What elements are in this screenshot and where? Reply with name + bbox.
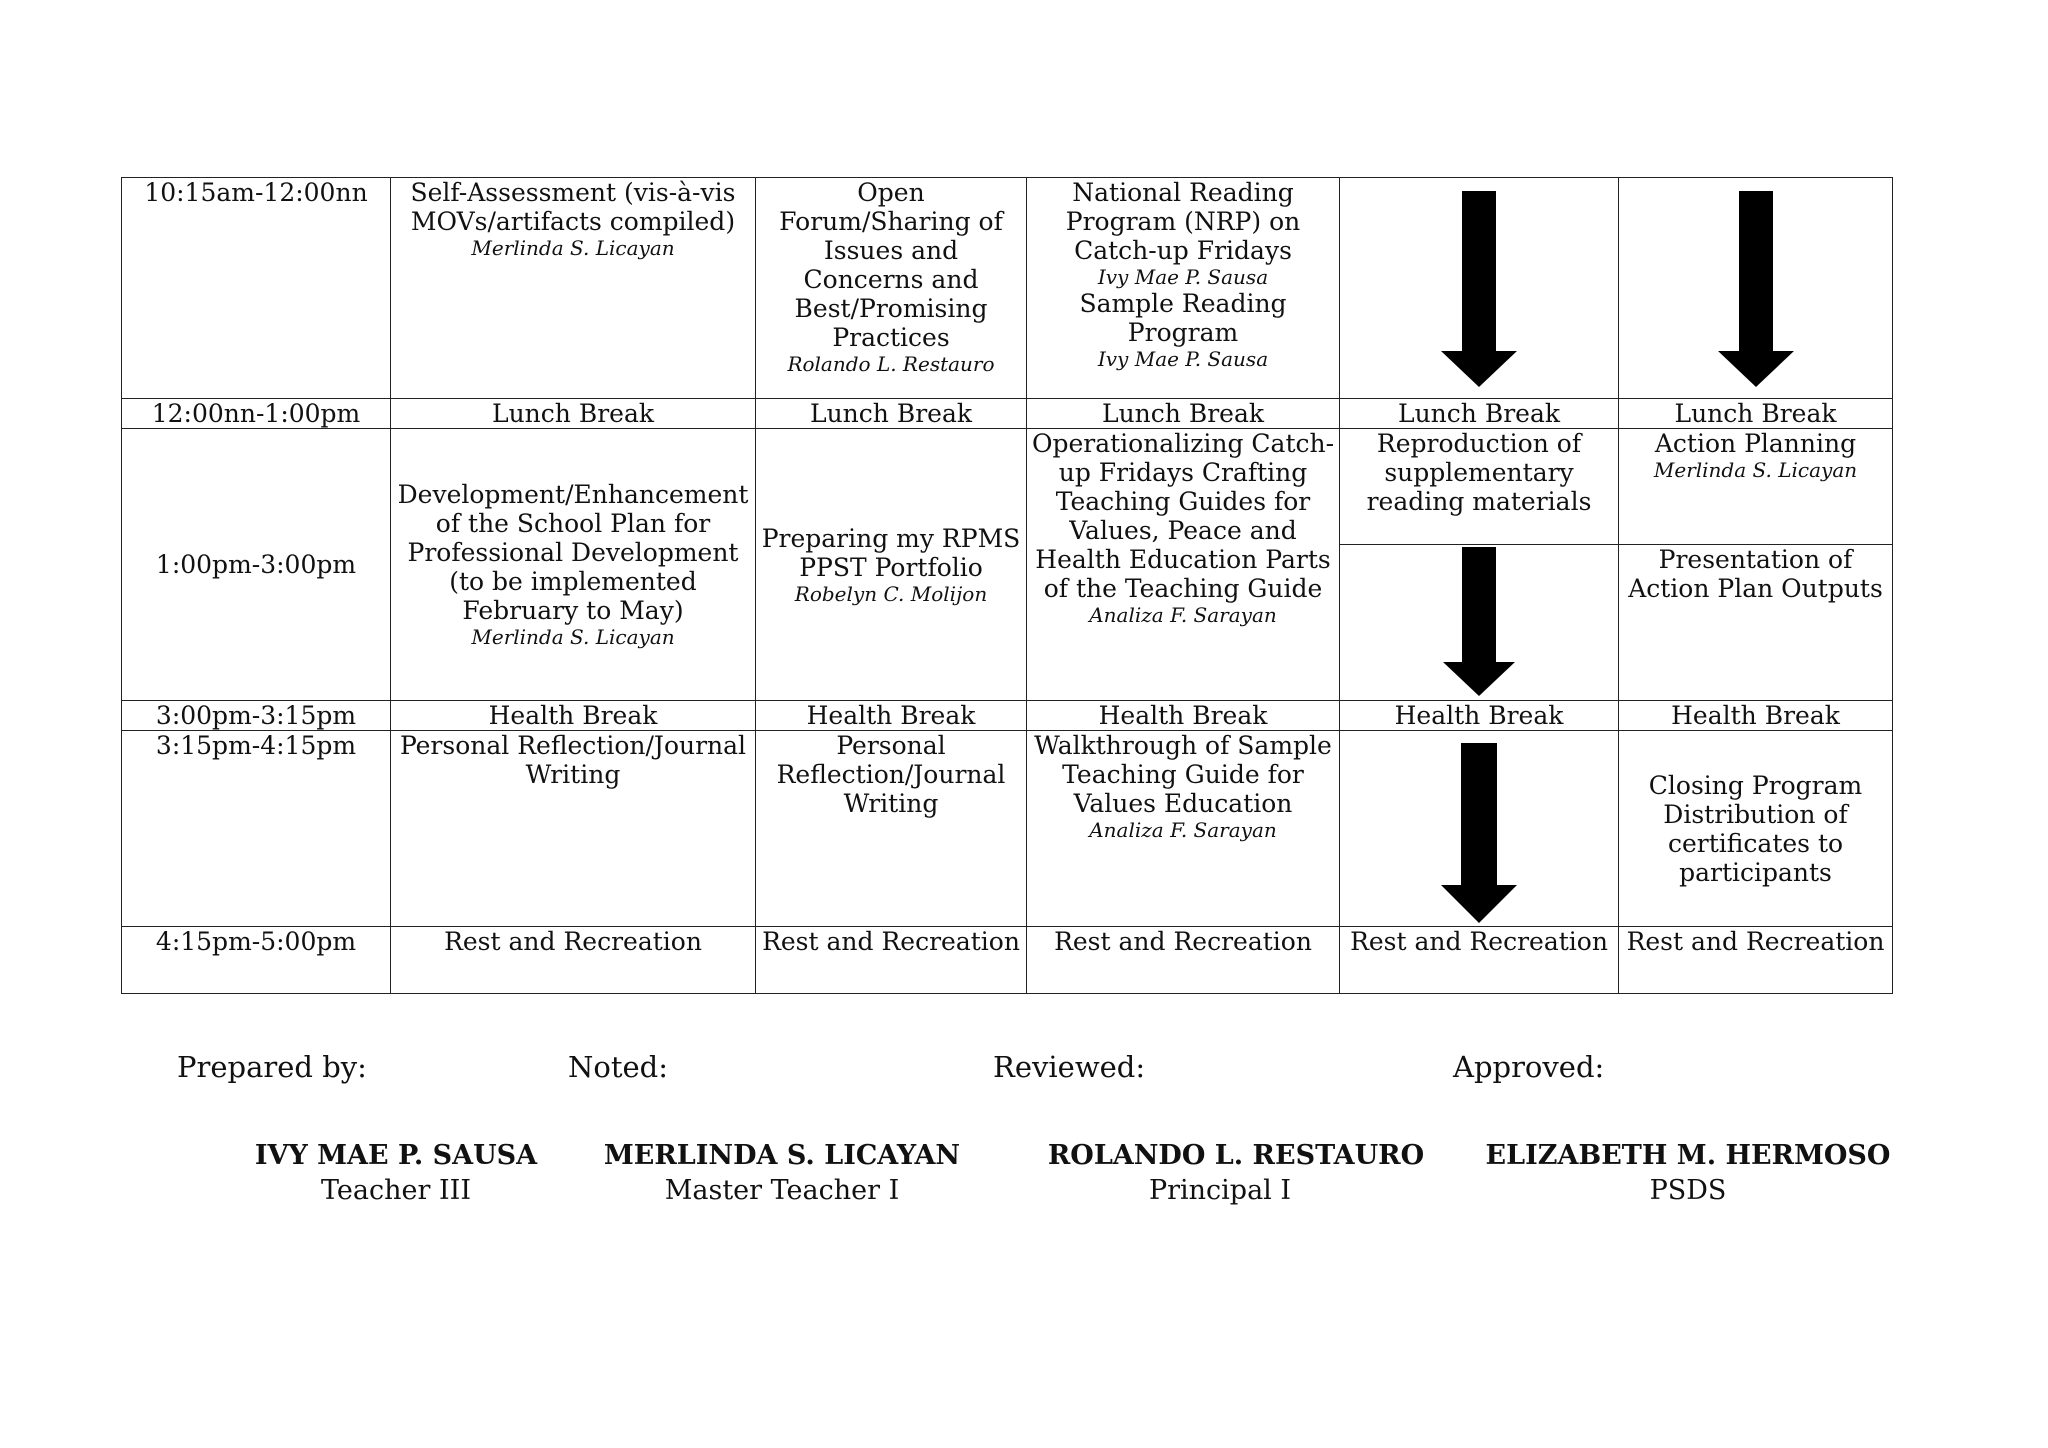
activity-cell: Reproduction of supplementary reading materials <box>1340 429 1619 545</box>
activity-title: Open Forum/Sharing of Issues and Concerns and Best/Promising Practices <box>779 178 1003 352</box>
continuation-cell <box>1619 178 1893 399</box>
table-row <box>122 927 1893 994</box>
activity-title: National Reading Program (NRP) on Catch-up Fridays <box>1065 178 1301 265</box>
activity-cell <box>1027 429 1340 701</box>
activity-title: Preparing my RPMS PPST Portfolio <box>761 523 1021 582</box>
table-row <box>122 429 1893 545</box>
speaker-name: Merlinda S. Licayan <box>1653 458 1858 482</box>
speaker-name: Merlinda S. Licayan <box>471 236 675 260</box>
table-row <box>122 399 1893 429</box>
activity-cell: Personal Reflection/Journal Writing <box>391 731 756 927</box>
break-cell: Rest and Recreation <box>1340 927 1619 994</box>
activity-cell <box>1027 178 1340 399</box>
break-cell: Lunch Break <box>1619 399 1893 429</box>
activity-title: Action Planning <box>1654 429 1857 458</box>
time-cell: 3:15pm-4:15pm <box>122 731 391 927</box>
break-cell: Lunch Break <box>1340 399 1619 429</box>
activity-cell <box>391 178 756 399</box>
activity-cell: Presentation of Action Plan Outputs <box>1619 545 1893 701</box>
activity-cell: Closing Program Distribution of certificates to participants <box>1619 731 1893 927</box>
reviewed-label: Reviewed: <box>993 1050 1146 1084</box>
reviewer-name: ROLANDO L. RESTAURO <box>1047 1140 1425 1171</box>
activity-cell <box>756 178 1027 399</box>
approver-name: ELIZABETH M. HERMOSO <box>1485 1140 1891 1171</box>
time-cell: 12:00nn-1:00pm <box>122 399 391 429</box>
down-arrow-icon <box>1718 191 1794 387</box>
activity-title: Development/Enhancement of the School Plan for Professional Development (to be implemented February to May) <box>397 480 749 625</box>
activity-title: Walkthrough of Sample Teaching Guide for Values Education <box>1034 731 1332 818</box>
continuation-cell <box>1340 731 1619 927</box>
preparer-name: IVY MAE P. SAUSA <box>254 1140 538 1171</box>
time-cell: 10:15am-12:00nn <box>122 178 391 399</box>
break-cell: Rest and Recreation <box>756 927 1027 994</box>
speaker-name: Analiza F. Sarayan <box>1089 818 1277 842</box>
table-row <box>122 701 1893 731</box>
break-cell: Health Break <box>756 701 1027 731</box>
prepared-label: Prepared by: <box>177 1050 367 1084</box>
down-arrow-icon <box>1441 191 1517 387</box>
break-cell: Health Break <box>1340 701 1619 731</box>
speaker-name: Ivy Mae P. Sausa <box>1097 265 1269 289</box>
break-cell: Lunch Break <box>756 399 1027 429</box>
break-cell: Health Break <box>391 701 756 731</box>
activity-cell <box>756 429 1027 701</box>
table-row <box>122 731 1893 927</box>
activity-title: Operationalizing Catch-up Fridays Crafting Teaching Guides for Values, Peace and Health Education Parts of the Teaching Guide <box>1031 429 1335 603</box>
schedule-table <box>121 177 1893 994</box>
down-arrow-icon <box>1443 547 1515 696</box>
speaker-name: Ivy Mae P. Sausa <box>1097 347 1269 371</box>
table-row <box>122 178 1893 399</box>
break-cell: Lunch Break <box>391 399 756 429</box>
noter-name: MERLINDA S. LICAYAN <box>603 1140 961 1171</box>
activity-cell <box>391 429 756 701</box>
break-cell: Rest and Recreation <box>1619 927 1893 994</box>
preparer-position: Teacher III <box>321 1175 471 1206</box>
activity-title: Sample Reading Program <box>1079 289 1287 347</box>
activity-cell <box>1027 731 1340 927</box>
down-arrow-icon <box>1441 743 1517 923</box>
activity-title: Self-Assessment (vis-à-vis MOVs/artifacts compiled) <box>410 178 736 236</box>
break-cell: Health Break <box>1619 701 1893 731</box>
activity-cell <box>1619 429 1893 545</box>
speaker-name: Analiza F. Sarayan <box>1089 603 1277 627</box>
reviewer-position: Principal I <box>1148 1175 1292 1206</box>
approver-position: PSDS <box>1649 1175 1727 1206</box>
speaker-name: Rolando L. Restauro <box>787 352 995 376</box>
break-cell: Rest and Recreation <box>391 927 756 994</box>
continuation-cell <box>1340 178 1619 399</box>
continuation-cell <box>1340 545 1619 701</box>
noter-position: Master Teacher I <box>664 1175 900 1206</box>
speaker-name: Merlinda S. Licayan <box>471 625 675 649</box>
activity-cell: Personal Reflection/Journal Writing <box>756 731 1027 927</box>
break-cell: Lunch Break <box>1027 399 1340 429</box>
speaker-name: Robelyn C. Molijon <box>794 581 988 606</box>
noted-label: Noted: <box>568 1050 668 1084</box>
approved-label: Approved: <box>1453 1050 1605 1084</box>
time-cell: 4:15pm-5:00pm <box>122 927 391 994</box>
break-cell: Rest and Recreation <box>1027 927 1340 994</box>
time-cell: 3:00pm-3:15pm <box>122 701 391 731</box>
break-cell: Health Break <box>1027 701 1340 731</box>
time-cell: 1:00pm-3:00pm <box>122 429 391 701</box>
